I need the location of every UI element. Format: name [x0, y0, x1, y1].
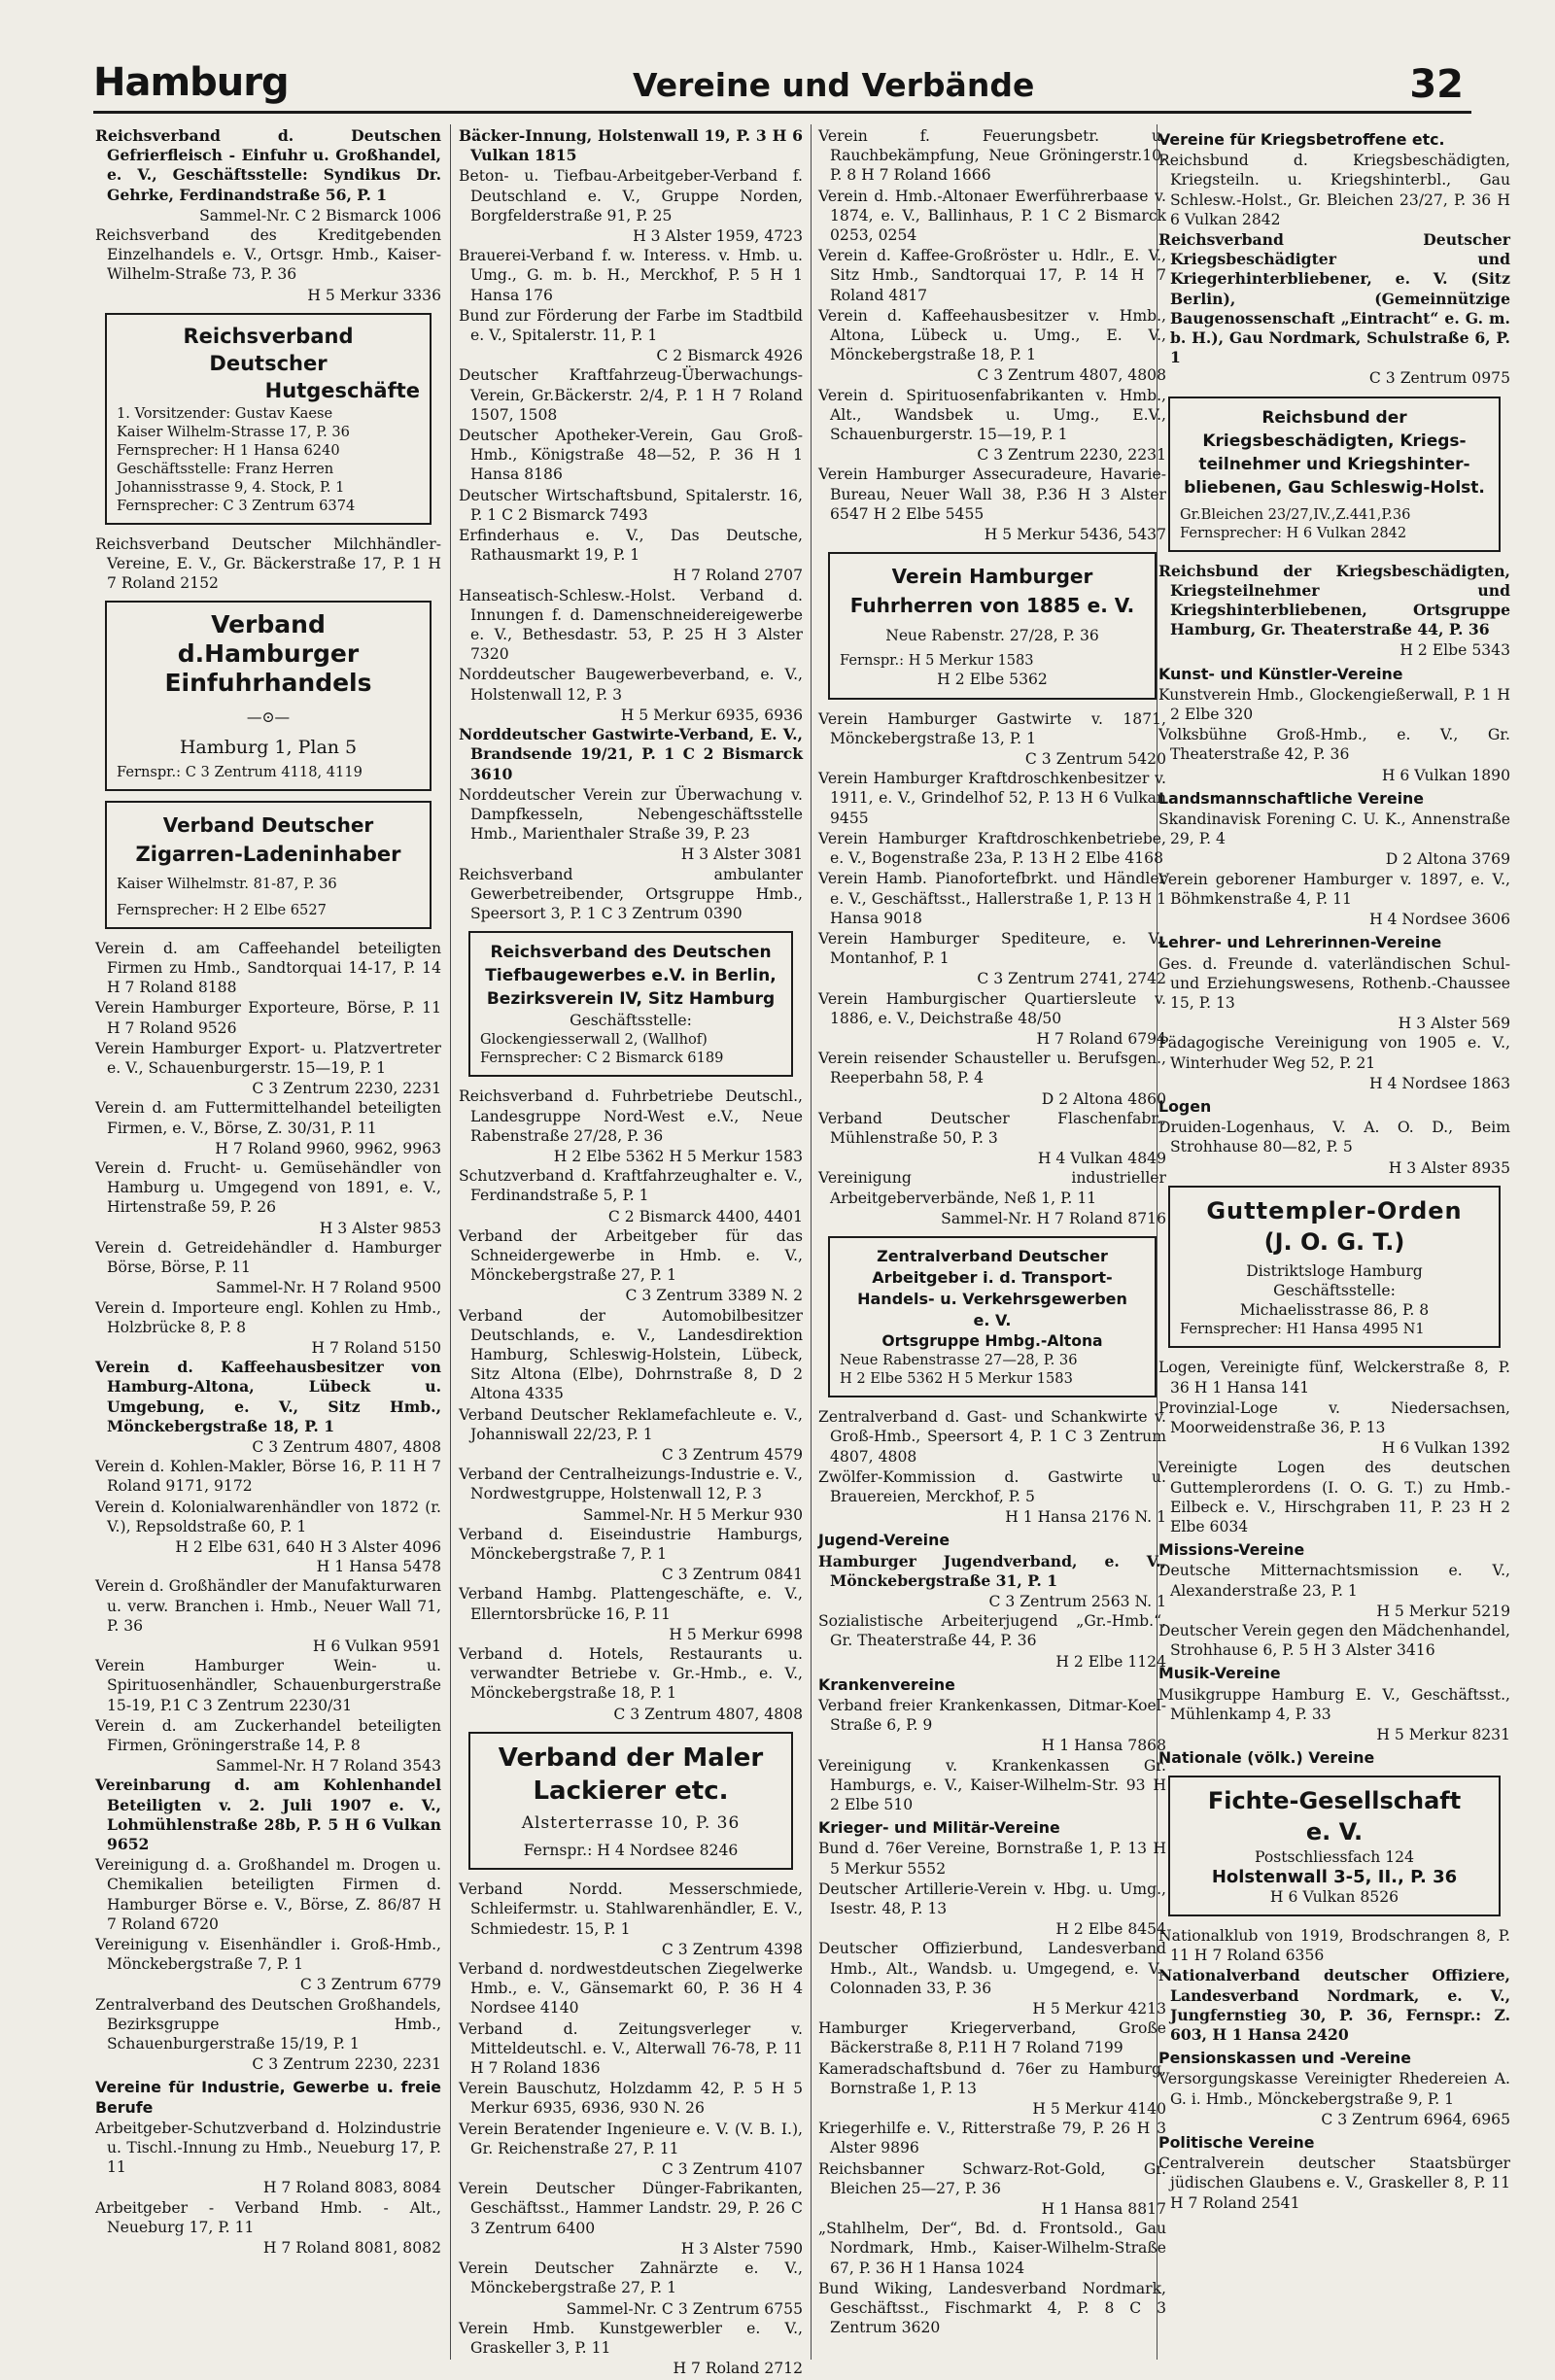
entry-phone: H 2 Elbe 5362 H 5 Merkur 1583	[553, 1147, 803, 1165]
entry: Vereinigung v. Eisenhändler i. Groß-Hmb., Mönckebergstraße 7, P. 1	[95, 1936, 441, 1974]
entry: Logen, Vereinigte fünf, Welckerstraße 8, P. 36 H 1 Hansa 141	[1158, 1359, 1510, 1397]
column-divider	[450, 124, 451, 2360]
ad-title: Einfuhrhandels	[164, 669, 372, 698]
ad-line: Johannisstrasse 9, 4. Stock, P. 1	[117, 478, 345, 496]
section-heading: Politische Vereine	[1158, 2133, 1315, 2153]
entry: Druiden-Logenhaus, V. A. O. D., Beim Strohhause 80—82, P. 5	[1158, 1119, 1510, 1156]
entry-phone: H 5 Merkur 4140	[1032, 2100, 1166, 2119]
ad-box-tiefbaugewerbe	[468, 931, 793, 1077]
entry: Reichsverband des Kreditgebenden Einzelhandels e. V., Ortsgr. Hmb., Kaiser-Wilhelm-Straße 73, P. 36	[95, 226, 441, 284]
ad-line: Fernspr.: H 5 Merkur 1583	[840, 652, 1034, 670]
entry: Verein d. Großhändler der Manufakturwaren u. verw. Branchen i. Hmb., Neuer Wall 71, P. 36	[95, 1577, 441, 1635]
ad-line: Fernsprecher: H1 Hansa 4995 N1	[1180, 1321, 1425, 1338]
entry: Verein Hamburger Export- u. Platzvertreter e. V., Schauenburgerstr. 15—19, P. 1	[95, 1039, 441, 1078]
entry: Hamburger Kriegerverband, Große Bäckerstraße 8, P.11 H 7 Roland 7199	[818, 2019, 1166, 2057]
entry-phone: H 3 Alster 569	[1398, 1015, 1510, 1033]
entry: Verband d. nordwestdeutschen Ziegelwerke Hmb., e. V., Gänsemarkt 60, P. 36 H 4 Nordsee 4140	[459, 1960, 803, 2018]
entry: Zwölfer-Kommission d. Gastwirte u. Brauereien, Merckhof, P. 5	[818, 1467, 1166, 1505]
entry-phone: D 2 Altona 3769	[1385, 850, 1510, 869]
entry: Deutscher Apotheker-Verein, Gau Groß-Hmb., Königstraße 48—52, P. 36 H 1 Hansa 8186	[459, 427, 803, 484]
page-header	[93, 60, 1471, 114]
entry: Kunstverein Hmb., Glockengießerwall, P. 1 H 2 Elbe 320	[1158, 685, 1510, 724]
entry-phone: H 3 Alster 8935	[1388, 1158, 1510, 1177]
ad-line: Glockengiesserwall 2, (Wallhof)	[480, 1031, 708, 1049]
ad-title: Zigarren-Ladeninhaber	[135, 842, 401, 866]
ad-title: teilnehmer und Kriegshinter-	[1198, 454, 1470, 474]
ad-line: Neue Rabenstr. 27/28, P. 36	[885, 627, 1099, 645]
entry: Deutscher Kraftfahrzeug-Überwachungs-Verein, Gr.Bäckerstr. 2/4, P. 1 H 7 Roland 1507, 1508	[459, 366, 803, 424]
entry-phone: H 5 Merkur 6935, 6936	[620, 706, 803, 724]
entry-phone: H 1 Hansa 7868	[1041, 1737, 1166, 1755]
section-heading: Lehrer- und Lehrerinnen-Vereine	[1158, 933, 1442, 952]
entry: Verein d. Kohlen-Makler, Börse 16, P. 11 H 7 Roland 9171, 9172	[95, 1458, 441, 1496]
ad-title: Lackierer etc.	[533, 1776, 729, 1806]
entry-phone: H 2 Elbe 631, 640 H 3 Alster 4096	[175, 1537, 441, 1556]
entry: Verein d. Frucht- u. Gemüsehändler von Hamburg u. Umgegend von 1891, e. V., Hirtenstraße 59, P. 26	[95, 1159, 441, 1217]
entry: Vereinigung d. a. Großhandel m. Drogen u. Chemikalien beteiligten Firmen d. Hamburger Börse e. V., Börse, Z. 86/87 H 7 Roland 6720	[95, 1856, 441, 1933]
entry-phone: C 3 Zentrum 4398	[661, 1940, 803, 1958]
entry: Vereinigte Logen des deutschen Guttemplerordens (I. O. G. T.) zu Hmb.-Eilbeck e. V., Hirschgraben 11, P. 23 H 2 Elbe 6034	[1158, 1459, 1510, 1535]
entry: Verein d. am Caffeehandel beteiligten Firmen zu Hmb., Sandtorquai 14-17, P. 14 H 7 Roland 8188	[95, 939, 441, 997]
entry: Musikgruppe Hamburg E. V., Geschäftsst., Mühlenkamp 4, P. 33	[1158, 1685, 1510, 1723]
ad-title: Handels- u. Verkehrsgewerben	[857, 1289, 1127, 1308]
entry: Hanseatisch-Schlesw.-Holst. Verband d. Innungen f. d. Damenschneidereigewerbe e. V., Bethesdastr. 53, P. 25 H 3 Alster 7320	[459, 586, 803, 664]
entry: Reichsbund der Kriegsbeschädigten, Kriegsteilnehmer und Kriegshinterbliebenen, Ortsgruppe Hamburg, Gr. Theaterstraße 44, P. 36	[1158, 561, 1510, 639]
ad-title: Guttempler-Orden	[1206, 1196, 1463, 1224]
ad-title: Verband Deutscher	[162, 812, 374, 837]
column-2	[459, 126, 803, 2378]
entry-phone: H 3 Alster 9853	[319, 1219, 441, 1237]
ad-line: Fernspr.: C 3 Zentrum 4118, 4119	[117, 763, 363, 780]
section-heading: Pensionskassen und -Vereine	[1158, 2049, 1411, 2068]
entry-phone: H 6 Vulkan 1392	[1381, 1439, 1510, 1458]
entry-phone: H 3 Alster 7590	[680, 2239, 803, 2258]
entry-phone: C 2 Bismarck 4926	[656, 347, 803, 365]
entry-phone: H 1 Hansa 5478	[316, 1558, 441, 1576]
ad-title: Kriegsbeschädigten, Kriegs-	[1202, 431, 1467, 451]
ad-title: Reichsverband des Deutschen	[490, 943, 772, 963]
ad-box-einfuhrhandel	[105, 601, 432, 790]
ad-line: Postschliessfach 124	[1254, 1848, 1415, 1867]
entry: Arbeitgeber-Schutzverband d. Holzindustrie u. Tischl.-Innung zu Hmb., Neueburg 17, P. 11	[95, 2119, 441, 2177]
entry: Vereinigung industrieller Arbeitgeberverbände, Neß 1, P. 11	[818, 1169, 1166, 1207]
page-number: 32	[1409, 62, 1464, 107]
entry: Verein d. am Zuckerhandel beteiligten Firmen, Gröningerstraße 14, P. 8	[95, 1716, 441, 1754]
entry-phone: C 3 Zentrum 4807, 4808	[252, 1437, 441, 1456]
ad-title: bliebenen, Gau Schleswig-Holst.	[1184, 477, 1485, 498]
entry-phone: Sammel-Nr. H 7 Roland 8716	[941, 1209, 1166, 1227]
entry: Verein Hamburger Assecuradeure, Havarie-Bureau, Neuer Wall 38, P.36 H 3 Alster 6547 H 2 Elbe 5455	[818, 466, 1166, 523]
entry: Arbeitgeber - Verband Hmb. - Alt., Neueburg 17, P. 11	[95, 2198, 441, 2236]
entry: Verband d. Eiseindustrie Hamburgs, Mönckebergstraße 7, P. 1	[459, 1525, 803, 1563]
ad-box-maler	[468, 1732, 793, 1870]
city-title: Hamburg	[93, 60, 289, 105]
entry: Verein d. Kaffeehausbesitzer v. Hmb., Altona, Lübeck u. Umg., E. V., Mönckebergstraße 18, P. 1	[818, 306, 1166, 364]
entry-phone: H 2 Elbe 8454	[1055, 1920, 1166, 1939]
entry: „Stahlhelm, Der“, Bd. d. Frontsold., Gau Nordmark, Hmb., Kaiser-Wilhelm-Straße 67, P. 36 H 1 Hansa 1024	[818, 2220, 1166, 2277]
entry: Verband Hambg. Plattengeschäfte, e. V., Ellerntorsbrücke 16, P. 11	[459, 1585, 803, 1623]
entry: Verein d. Spirituosenfabrikanten v. Hmb., Alt., Wandsbek u. Umg., E.V., Schauenburgerstr. 15—19, P. 1	[818, 386, 1166, 444]
entry-phone: C 3 Zentrum 5420	[1024, 750, 1166, 769]
ad-title: e. V.	[973, 1310, 1012, 1329]
section-heading: Vereine für Industrie, Gewerbe u. freie Berufe	[95, 2078, 441, 2117]
entry-phone: C 3 Zentrum 4579	[661, 1445, 803, 1464]
ad-line: Kaiser Wilhelmstr. 81-87, P. 36	[117, 875, 337, 892]
entry: Zentralverband des Deutschen Großhandels, Bezirksgruppe Hmb., Schauenburgerstraße 15/19, P. 1	[95, 1995, 441, 2053]
ad-line: Geschäftsstelle: Franz Herren	[117, 460, 334, 477]
entry: Skandinavisk Forening C. U. K., Annenstraße 29, P. 4	[1158, 811, 1510, 848]
ad-line: Neue Rabenstrasse 27—28, P. 36	[840, 1352, 1078, 1369]
ad-line: Fernspr.: H 4 Nordsee 8246	[523, 1842, 739, 1860]
entry: Verein d. Getreidehändler d. Hamburger Börse, Börse, P. 11	[95, 1238, 441, 1277]
section-heading: Vereine für Kriegsbetroffene etc.	[1158, 130, 1445, 149]
ad-line: Alsterterrasse 10, P. 36	[521, 1812, 741, 1833]
ad-title: Arbeitgeber i. d. Transport-	[872, 1267, 1113, 1287]
entry: Deutscher Offizierbund, Landesverband Hmb., Alt., Wandsb. u. Umgegend, e. V., Colonnaden 33, P. 36	[818, 1940, 1166, 1997]
entry: Verein d. Hmb.-Altonaer Ewerführerbaase v. 1874, e. V., Ballinhaus, P. 1 C 2 Bismarck 0253, 0254	[818, 187, 1166, 245]
entry: Verein Hamburger Kraftdroschkenbesitzer v. 1911, e. V., Grindelhof 52, P. 13 H 6 Vulkan 9455	[818, 770, 1166, 827]
entry: Norddeutscher Verein zur Überwachung v. Dampfkesseln, Nebengeschäftsstelle Hmb., Marienthaler Straße 39, P. 23	[459, 785, 803, 844]
entry: Verband freier Krankenkassen, Ditmar-Koel-Straße 6, P. 9	[818, 1697, 1166, 1735]
entry-phone: H 7 Roland 8081, 8082	[262, 2239, 441, 2258]
ad-box-reichsbund	[1168, 397, 1501, 552]
section-heading: Jugend-Vereine	[818, 1531, 950, 1550]
entry: Verein Bauschutz, Holzdamm 42, P. 5 H 5 Merkur 6935, 6936, 930 N. 26	[459, 2080, 803, 2118]
ad-line: 1. Vorsitzender: Gustav Kaese	[117, 404, 333, 422]
entry-phone: H 5 Merkur 5436, 5437	[984, 526, 1166, 544]
ad-title: Verband der Maler	[498, 1742, 764, 1773]
entry-phone: H 7 Roland 6794	[1036, 1029, 1166, 1048]
section-heading: Nationale (völk.) Vereine	[1158, 1748, 1375, 1768]
ad-title: Tiefbaugewerbes e.V. in Berlin,	[485, 966, 777, 986]
entry: Norddeutscher Baugewerbeverband, e. V., Holstenwall 12, P. 3	[459, 666, 803, 704]
entry: Reichsverband ambulanter Gewerbetreibender, Ortsgruppe Hmb., Speersort 3, P. 1 C 3 Zentrum 0390	[459, 865, 803, 922]
entry: Verband Deutscher Reklamefachleute e. V., Johanniswall 22/23, P. 1	[459, 1405, 803, 1443]
entry-phone: D 2 Altona 4860	[1041, 1089, 1166, 1108]
entry-phone: H 4 Nordsee 3606	[1368, 911, 1510, 929]
entry: Bund zur Förderung der Farbe im Stadtbild e. V., Spitalerstr. 11, P. 1	[459, 306, 803, 345]
entry: Sozialistische Arbeiterjugend „Gr.-Hmb.“, Gr. Theaterstraße 44, P. 36	[818, 1612, 1166, 1650]
entry-phone: H 4 Vulkan 4849	[1037, 1150, 1166, 1168]
entry: Nationalverband deutscher Offiziere, Landesverband Nordmark, e. V., Jungfernstieg 30, P. 36, Fernspr.: Z. 603, H 1 Hansa 2420	[1158, 1966, 1510, 2045]
entry: Vereinigung v. Krankenkassen Gr. Hamburgs, e. V., Kaiser-Wilhelm-Str. 93 H 2 Elbe 510	[818, 1756, 1166, 1814]
ad-line: Geschäftsstelle:	[1273, 1281, 1396, 1299]
entry-phone: H 7 Roland 8083, 8084	[262, 2179, 441, 2197]
entry: Deutsche Mitternachtsmission e. V., Alexanderstraße 23, P. 1	[1158, 1562, 1510, 1600]
entry: Verein Hamburger Exporteure, Börse, P. 11 H 7 Roland 9526	[95, 999, 441, 1037]
entry: Deutscher Verein gegen den Mädchenhandel, Strohhause 6, P. 5 H 3 Alster 3416	[1158, 1621, 1510, 1660]
entry-phone: H 6 Vulkan 1890	[1381, 766, 1510, 784]
ad-box-guttempler	[1168, 1186, 1501, 1349]
entry: Zentralverband d. Gast- und Schankwirte v. Groß-Hmb., Speersort 4, P. 1 C 3 Zentrum 4807, 4808	[818, 1408, 1166, 1466]
ad-title: Hutgeschäfte	[264, 378, 420, 402]
ad-line: Fernsprecher: C 2 Bismarck 6189	[480, 1050, 724, 1067]
entry: Verein f. Feuerungsbetr. u. Rauchbekämpfung, Neue Gröningerstr.10, P. 8 H 7 Roland 1666	[818, 127, 1166, 185]
ad-line: H 6 Vulkan 8526	[1269, 1887, 1400, 1906]
section-title: Vereine und Verbände	[633, 66, 1035, 104]
ad-line: Distriktsloge Hamburg	[1246, 1261, 1423, 1280]
ad-line: Fernsprecher: H 6 Vulkan 2842	[1180, 524, 1407, 541]
entry-phone: H 2 Elbe 5343	[1400, 641, 1510, 660]
entry: Verein Hmb. Kunstgewerbler e. V., Graskeller 3, P. 11	[459, 2319, 803, 2357]
ad-box-fuhrherren	[828, 552, 1157, 699]
ad-box-hutgeschaefte	[105, 313, 432, 525]
entry: Verein d. Kaffee-Großröster u. Hdlr., E. V., Sitz Hmb., Sandtorquai 17, P. 14 H 7 Roland 4817	[818, 247, 1166, 304]
entry-phone: H 5 Merkur 5219	[1376, 1602, 1510, 1620]
section-heading: Krieger- und Militär-Vereine	[818, 1818, 1060, 1838]
entry-phone: C 3 Zentrum 0841	[661, 1566, 803, 1584]
entry: Beton- u. Tiefbau-Arbeitgeber-Verband f. Deutschland e. V., Gruppe Norden, Borgfelderstraße 91, P. 25	[459, 167, 803, 224]
section-heading: Missions-Vereine	[1158, 1540, 1305, 1560]
ad-title: Reichsverband	[183, 324, 354, 348]
entry-phone: C 3 Zentrum 4107	[661, 2160, 803, 2179]
entry: Verein reisender Schausteller u. Berufsgen., Reeperbahn 58, P. 4	[818, 1050, 1166, 1087]
entry: Bäcker-Innung, Holstenwall 19, P. 3 H 6 Vulkan 1815	[459, 126, 803, 165]
entry-phone: H 5 Merkur 4213	[1032, 2000, 1166, 2018]
entry: Verein Hamburger Gastwirte v. 1871, Mönckebergstraße 13, P. 1	[818, 709, 1166, 747]
entry: Verein Deutscher Zahnärzte e. V., Mönckebergstraße 27, P. 1	[459, 2259, 803, 2297]
entry-phone: H 7 Roland 2707	[673, 567, 803, 585]
ad-title: Bezirksverein IV, Sitz Hamburg	[486, 989, 776, 1010]
entry: Deutscher Wirtschaftsbund, Spitalerstr. 16, P. 1 C 2 Bismarck 7493	[459, 486, 803, 524]
entry: Ges. d. Freunde d. vaterländischen Schul- und Erziehungswesens, Rothenb.-Chaussee 15, P. 13	[1158, 954, 1510, 1012]
entry: Verein Beratender Ingenieure e. V. (V. B. I.), Gr. Reichenstraße 27, P. 11	[459, 2120, 803, 2157]
entry: Centralverein deutscher Staatsbürger jüdischen Glaubens e. V., Graskeller 8, P. 11 H 7 Roland 2541	[1158, 2155, 1510, 2212]
entry: Verein geborener Hamburger v. 1897, e. V., Böhmkenstraße 4, P. 11	[1158, 870, 1510, 908]
entry-phone: Sammel-Nr. C 3 Zentrum 6755	[566, 2299, 803, 2318]
ad-ornament: —⊙—	[246, 708, 291, 727]
entry-phone: Sammel-Nr. H 7 Roland 9500	[216, 1279, 441, 1297]
section-heading: Musik-Vereine	[1158, 1664, 1281, 1683]
entry: Schutzverband d. Kraftfahrzeughalter e. V., Ferdinandstraße 5, P. 1	[459, 1167, 803, 1205]
entry-phone: C 3 Zentrum 6964, 6965	[1321, 2110, 1510, 2128]
entry: Verband Deutscher Flaschenfabr., Mühlenstraße 50, P. 3	[818, 1109, 1166, 1147]
entry-phone: C 3 Zentrum 0975	[1368, 369, 1510, 388]
ad-title: Fichte-Gesellschaft	[1207, 1787, 1462, 1815]
ad-line: Fernsprecher: C 3 Zentrum 6374	[117, 497, 356, 514]
entry: Vereinbarung d. am Kohlenhandel Beteiligten v. 2. Juli 1907 e. V., Lohmühlenstraße 28b, P. 5 H 6 Vulkan 9652	[95, 1776, 441, 1853]
ad-title: Fuhrherren von 1885 e. V.	[849, 594, 1135, 618]
entry: Verband Nordd. Messerschmiede, Schleifermstr. u. Stahlwarenhändler, E. V., Schmiedestr. 15, P. 1	[459, 1880, 803, 1938]
entry-phone: Sammel-Nr. H 7 Roland 3543	[216, 1757, 441, 1776]
section-heading: Krankenvereine	[818, 1674, 955, 1694]
entry: Verein d. am Futtermittelhandel beteiligten Firmen, e. V., Börse, Z. 30/31, P. 11	[95, 1099, 441, 1137]
entry-phone: C 3 Zentrum 2230, 2231	[252, 2055, 441, 2074]
entry: Volksbühne Groß-Hmb., e. V., Gr. Theaterstraße 42, P. 36	[1158, 726, 1510, 764]
entry: Verein Hamburger Kraftdroschkenbetriebe, e. V., Bogenstraße 23a, P. 13 H 2 Elbe 4168	[818, 829, 1166, 868]
ad-line: Ortsgruppe Hmbg.-Altona	[881, 1331, 1103, 1350]
entry-phone: H 1 Hansa 8817	[1041, 2200, 1166, 2219]
entry: Reichsverband Deutscher Kriegsbeschädigter und Kriegerhinterbliebener, e. V. (Sitz Berlin), (Gemeinnützige Baugenossenschaft „Eintracht“ e. G. m. b. H.), Gau Nordmark, Schulstraße 6, P. 1	[1158, 230, 1510, 367]
ad-line: Fernsprecher: H 1 Hansa 6240	[117, 441, 340, 459]
entry-phone: C 3 Zentrum 2563 N. 1	[988, 1592, 1166, 1610]
entry: Bund d. 76er Vereine, Bornstraße 1, P. 13 H 5 Merkur 5552	[818, 1840, 1166, 1878]
ad-title: Verein Hamburger	[891, 565, 1093, 589]
entry-phone: C 2 Bismarck 4400, 4401	[607, 1207, 803, 1225]
column-divider	[811, 124, 812, 2360]
entry: Norddeutscher Gastwirte-Verband, E. V., Brandsende 19/21, P. 1 C 2 Bismarck 3610	[459, 725, 803, 783]
entry-phone: C 3 Zentrum 4807, 4808	[613, 1705, 803, 1723]
entry-phone: H 6 Vulkan 9591	[312, 1637, 441, 1655]
entry: Kameradschaftsbund d. 76er zu Hamburg, Bornstraße 1, P. 13	[818, 2059, 1166, 2097]
entry-phone: H 7 Roland 9960, 9962, 9963	[215, 1139, 441, 1157]
ad-line: Geschäftsstelle:	[570, 1012, 692, 1030]
entry-phone: H 5 Merkur 8231	[1376, 1726, 1510, 1743]
entry-phone: H 3 Alster 1959, 4723	[633, 227, 803, 246]
section-heading: Kunst- und Künstler-Vereine	[1158, 664, 1403, 683]
entry: Pädagogische Vereinigung von 1905 e. V., Winterhuder Weg 52, P. 21	[1158, 1034, 1510, 1072]
entry: Provinzial-Loge v. Niedersachsen, Moorweidenstraße 36, P. 13	[1158, 1398, 1510, 1436]
entry: Verein Deutscher Dünger-Fabrikanten, Geschäftsst., Hammer Landstr. 29, P. 26 C 3 Zentrum 6400	[459, 2180, 803, 2237]
entry: Verein d. Kolonialwarenhändler von 1872 (r. V.), Repsoldstraße 60, P. 1	[95, 1498, 441, 1535]
ad-title: Zentralverband Deutscher	[877, 1246, 1108, 1265]
entry: Verein Hamburgischer Quartiersleute v. 1886, e. V., Deichstraße 48/50	[818, 989, 1166, 1027]
section-heading: Landsmannschaftliche Vereine	[1158, 788, 1424, 808]
entry: Bund Wiking, Landesverband Nordmark, Geschäftsst., Fischmarkt 4, P. 8 C 3 Zentrum 3620	[818, 2279, 1166, 2337]
entry: Reichsverband Deutscher Milchhändler-Vereine, E. V., Gr. Bäckerstraße 17, P. 1 H 7 Roland 2152	[95, 535, 441, 593]
entry-phone: C 3 Zentrum 4807, 4808	[977, 366, 1166, 385]
ad-line: Holstenwall 3-5, II., P. 36	[1211, 1866, 1458, 1887]
entry-phone: H 5 Merkur 3336	[307, 286, 441, 304]
entry: Verband d. Zeitungsverleger v. Mitteldeutschl. e. V., Alterwall 76-78, P. 11 H 7 Roland 1836	[459, 2019, 803, 2078]
ad-box-fichte	[1168, 1776, 1501, 1916]
entry: Hamburger Jugendverband, e. V., Mönckebergstraße 31, P. 1	[818, 1551, 1166, 1590]
ad-title: Deutscher	[209, 351, 328, 375]
entry-phone: H 5 Merkur 6998	[669, 1625, 803, 1643]
entry-phone: H 2 Elbe 1124	[1055, 1652, 1166, 1671]
entry: Verein Hamburger Wein- u. Spirituosenhändler, Schauenburgerstraße 15-19, P.1 C 3 Zentrum 2230/31	[95, 1657, 441, 1714]
entry-phone: H 3 Alster 3081	[680, 845, 803, 864]
entry-phone: Sammel-Nr. C 2 Bismarck 1006	[199, 206, 441, 224]
ad-title: Verband d.Hamburger	[177, 610, 360, 669]
entry: Brauerei-Verband f. w. Interess. v. Hmb. u. Umg., G. m. b. H., Merckhof, P. 5 H 1 Hansa 176	[459, 247, 803, 304]
entry: Verband der Arbeitgeber für das Schneidergewerbe in Hmb. e. V., Mönckebergstraße 27, P. 1	[459, 1226, 803, 1285]
entry: Reichsbund d. Kriegsbeschädigten, Kriegsteiln. u. Kriegshinterbl., Gau Schlesw.-Holst., Gr. Bleichen 23/27, P. 36 H 6 Vulkan 2842	[1158, 152, 1510, 228]
entry: Erfinderhaus e. V., Das Deutsche, Rathausmarkt 19, P. 1	[459, 527, 803, 565]
entry: Verein d. Kaffeehausbesitzer von Hamburg-Altona, Lübeck u. Umgebung, e. V., Sitz Hmb., Mönckebergstraße 18, P. 1	[95, 1358, 441, 1435]
entry: Reichsverband d. Fuhrbetriebe Deutschl., Landesgruppe Nord-West e.V., Neue Rabenstraße 27/28, P. 36	[459, 1087, 803, 1145]
entry: Reichsverband d. Deutschen Gefrierfleisch - Einfuhr u. Großhandel, e. V., Geschäftsstelle: Syndikus Dr. Gehrke, Ferdinandstraße 56, P. 1	[95, 126, 441, 204]
column-1	[95, 126, 441, 2362]
entry-phone: Sammel-Nr. H 5 Merkur 930	[582, 1505, 803, 1524]
ad-title: e. V.	[1305, 1818, 1364, 1846]
entry-phone: H 1 Hansa 2176 N. 1	[1005, 1508, 1166, 1527]
ad-title: Reichsbund der	[1261, 407, 1407, 428]
column-3	[818, 126, 1166, 2362]
ad-line: Michaelisstrasse 86, P. 8	[1239, 1301, 1430, 1320]
ad-line: H 2 Elbe 5362 H 5 Merkur 1583	[840, 1370, 1073, 1388]
entry: Verein Hamburger Spediteure, e. V., Montanhof, P. 1	[818, 929, 1166, 968]
entry: Reichsbanner Schwarz-Rot-Gold, Gr. Bleichen 25—27, P. 36	[818, 2159, 1166, 2197]
ad-box-transporthandel	[828, 1236, 1157, 1397]
entry-phone: C 3 Zentrum 2741, 2742	[977, 970, 1166, 988]
ad-line: Hamburg 1, Plan 5	[179, 736, 358, 758]
entry: Verband der Centralheizungs-Industrie e. V., Nordwestgruppe, Holstenwall 12, P. 3	[459, 1466, 803, 1503]
section-heading: Logen	[1158, 1096, 1212, 1116]
entry: Versorgungskasse Vereinigter Rhedereien A. G. i. Hmb., Mönckebergstraße 9, P. 1	[1158, 2070, 1510, 2108]
entry: Verein Hamb. Pianofortefbrkt. und Händler e. V., Geschäftsst., Hallerstraße 1, P. 13 H 1 Hansa 9018	[818, 870, 1166, 927]
entry: Kriegerhilfe e. V., Ritterstraße 79, P. 26 H 3 Alster 9896	[818, 2120, 1166, 2157]
ad-line: Fernsprecher: H 2 Elbe 6527	[117, 901, 327, 918]
entry-phone: H 7 Roland 5150	[311, 1338, 441, 1357]
entry: Verein d. Importeure engl. Kohlen zu Hmb., Holzbrücke 8, P. 8	[95, 1298, 441, 1336]
entry: Verband d. Hotels, Restaurants u. verwandter Betriebe v. Gr.-Hmb., e. V., Mönckebergstraße 18, P. 1	[459, 1645, 803, 1703]
entry: Verband der Automobilbesitzer Deutschlands, e. V., Landesdirektion Hamburg, Schleswig-Holstein, Lübeck, Sitz Altona (Elbe), Dohrnstraße 8, D 2 Altona 4335	[459, 1306, 803, 1403]
entry: Deutscher Artillerie-Verein v. Hbg. u. Umg., Isestr. 48, P. 13	[818, 1880, 1166, 1918]
entry-phone: C 3 Zentrum 3389 N. 2	[625, 1287, 803, 1305]
entry-phone: H 7 Roland 2712	[673, 2360, 803, 2378]
entry-phone: C 3 Zentrum 6779	[299, 1976, 441, 1994]
entry: Nationalklub von 1919, Brodschrangen 8, P. 11 H 7 Roland 6356	[1158, 1927, 1510, 1965]
column-4	[1158, 126, 1510, 2362]
ad-line: Kaiser Wilhelm-Strasse 17, P. 36	[117, 423, 350, 440]
ad-title: (J. O. G. T.)	[1263, 1227, 1405, 1256]
entry-phone: H 4 Nordsee 1863	[1368, 1074, 1510, 1092]
ad-box-zigarren	[105, 801, 432, 929]
ad-line: Gr.Bleichen 23/27,IV.,Z.441,P.36	[1180, 505, 1411, 523]
entry-phone: C 3 Zentrum 2230, 2231	[977, 446, 1166, 465]
entry-phone: C 3 Zentrum 2230, 2231	[252, 1080, 441, 1098]
ad-line: H 2 Elbe 5362	[937, 671, 1048, 689]
